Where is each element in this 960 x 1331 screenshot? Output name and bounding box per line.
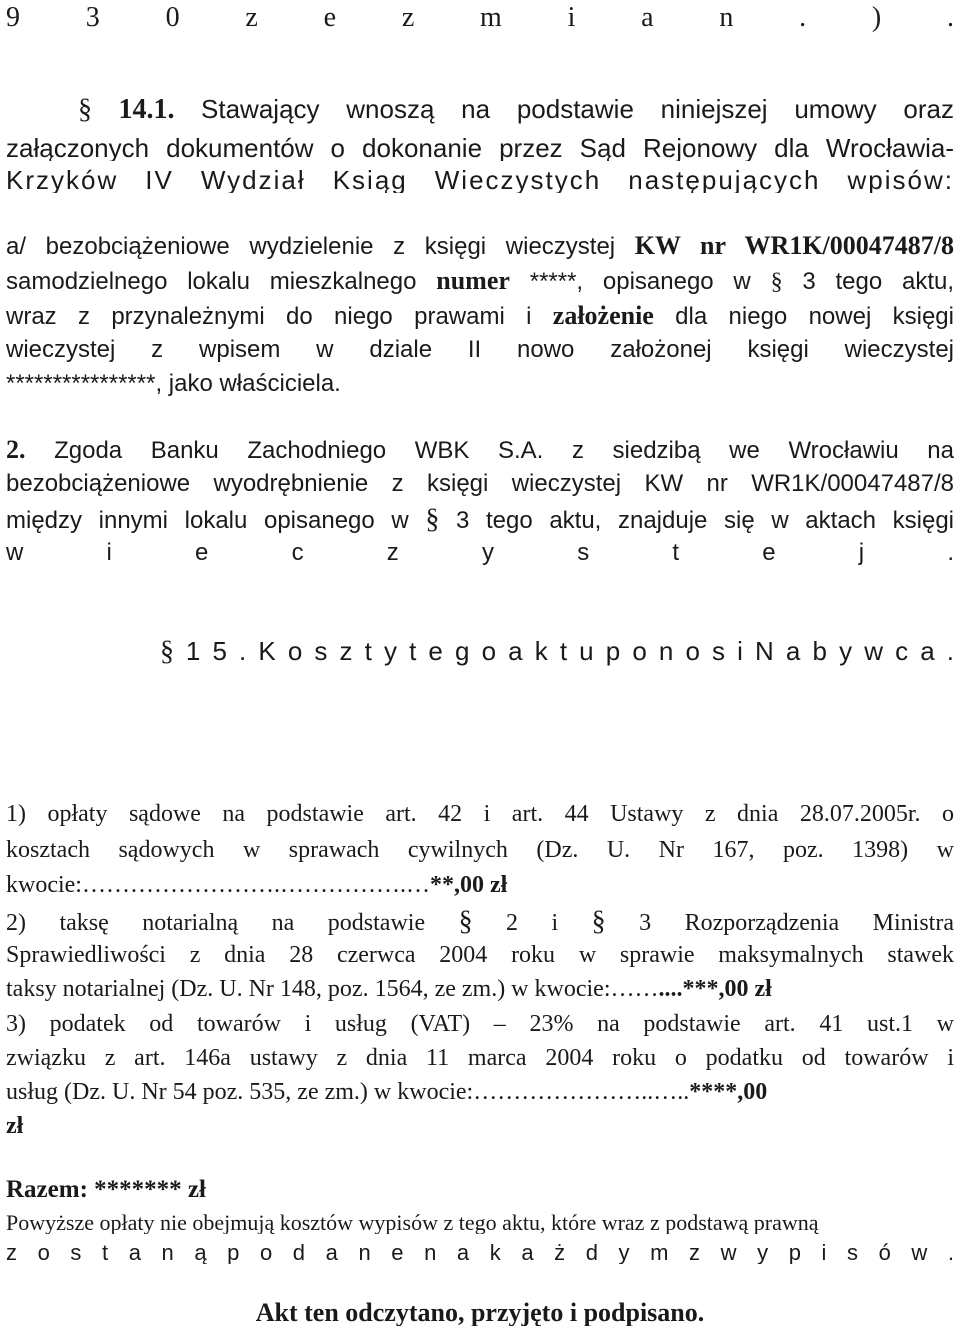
top-fragment-left: 9 3 0 — [6, 4, 180, 32]
item2-line1-text: Zgoda Banku Zachodniego WBK S.A. z siedzibą we Wrocławiu na — [25, 437, 954, 463]
s14-a-line3 — [6, 303, 954, 329]
fee2-line1 — [6, 908, 954, 936]
fee3-line1: 3) podatek od towarów i usług (VAT) – 23% na podstawie art. 41 ust.1 w — [6, 1012, 954, 1036]
fee3-line2: związku z art. 146a ustawy z dnia 11 marca 2004 roku o podatku od towarów i — [6, 1046, 954, 1070]
section-sign: § — [425, 506, 440, 534]
item2-line3 — [6, 506, 954, 534]
item2-line2: bezobciążeniowe wyodrębnienie z księgi wieczystej KW nr WR1K/00047487/8 — [6, 472, 954, 496]
item2-number: 2. — [6, 437, 26, 463]
s14-a-line3-bold: założenie — [552, 303, 654, 329]
fee3-line3 — [6, 1080, 954, 1104]
s14-a-line1 — [6, 233, 954, 259]
s14-line3: Krzyków IV Wydział Ksiąg Wieczystych następujących wpisów: — [6, 167, 954, 193]
s14-a-line1-pre: a/ bezobciążeniowe wydzielenie z księgi wieczystej — [6, 233, 635, 259]
top-fragment-line — [6, 4, 954, 32]
s14-a-line2-bold: numer — [436, 268, 510, 294]
s15-line — [160, 638, 954, 666]
fee2-line1-post: 3 Rozporządzenia Ministra — [605, 910, 954, 936]
section-sign: § — [458, 908, 473, 936]
fee1-amount: **,00 zł — [429, 873, 508, 897]
fee2-amount: ....***,00 zł — [658, 977, 772, 1001]
section-sign: § — [591, 908, 606, 936]
s14-a-line1-kw: KW nr WR1K/00047487/8 — [634, 233, 954, 259]
item2-line3-post: 3 tego aktu, znajduje się w aktach księgi — [439, 507, 954, 534]
section-sign: § — [78, 96, 92, 124]
top-fragment-right: z m i a n . ) . — [401, 4, 954, 32]
fee2-line1-pre: 2) taksę notarialną na podstawie — [6, 910, 459, 936]
s14-a-line4: wieczystej z wpisem w dziale II nowo założonej księgi wieczystej — [6, 338, 954, 362]
fee1-line3-pre: kwocie:…………………….…………….… — [6, 873, 430, 897]
item2-line4: w i e c z y s t e j . — [6, 541, 954, 565]
fee3-line3-pre: usług (Dz. U. Nr 54 poz. 535, ze zm.) w kwocie:…………………..….. — [6, 1080, 690, 1104]
note-line2: z o s t a n ą p o d a n e n a k a ż d y m z w y p i s ó w . — [6, 1242, 954, 1264]
s14-a-line2-post: 3 tego aktu, — [782, 268, 954, 294]
fee1-line2: kosztach sądowych w sprawach cywilnych (Dz. U. Nr 167, poz. 1398) w — [6, 838, 954, 862]
item2-line1 — [6, 437, 954, 463]
total-line: Razem: ******* zł — [6, 1177, 206, 1202]
fee3-amount: ****,00 — [689, 1080, 768, 1104]
fee2-line1-mid: 2 i — [472, 910, 592, 936]
closing-line: Akt ten odczytano, przyjęto i podpisano. — [255, 1300, 705, 1326]
item2-line3-pre: między innymi lokalu opisanego w — [6, 507, 426, 534]
s15-text: 1 5 . K o s z t y t e g o a k t u p o n o s i N a b y w c a . — [185, 638, 954, 666]
s14-number: 14.1. — [118, 96, 175, 124]
s14-a-line3-post: dla niego nowej księgi — [653, 303, 954, 329]
s14-line1 — [6, 96, 954, 124]
s14-a-line5: ****************, jako właściciela. — [6, 372, 341, 396]
fee3-line4: zł — [6, 1114, 24, 1138]
section-sign: § — [770, 269, 783, 294]
s14-line2: załączonych dokumentów o dokonanie przez Sąd Rejonowy dla Wrocławia- — [6, 135, 954, 161]
top-fragment-mid: z e — [245, 4, 337, 32]
s14-a-line2-pre: samodzielnego lokalu mieszkalnego — [6, 268, 437, 294]
fee1-line3 — [6, 873, 954, 897]
note-line1: Powyższe opłaty nie obejmują kosztów wypisów z tego aktu, które wraz z podstawą prawną — [6, 1212, 819, 1234]
s14-a-line2-mid: *****, opisanego w — [509, 268, 771, 294]
s14-a-line3-pre: wraz z przynależnymi do niego prawami i — [6, 303, 553, 329]
section-sign: § — [160, 638, 174, 666]
fee2-line3 — [6, 977, 954, 1001]
fee2-line3-pre: taksy notarialnej (Dz. U. Nr 148, poz. 1564, ze zm.) w kwocie:…… — [6, 977, 659, 1001]
fee2-line2: Sprawiedliwości z dnia 28 czerwca 2004 roku w sprawie maksymalnych stawek — [6, 943, 954, 967]
s14-line1-text: Stawający wnoszą na podstawie niniejszej umowy oraz — [201, 96, 954, 124]
fee1-line1: 1) opłaty sądowe na podstawie art. 42 i art. 44 Ustawy z dnia 28.07.2005r. o — [6, 802, 954, 826]
s14-a-line2 — [6, 268, 954, 294]
